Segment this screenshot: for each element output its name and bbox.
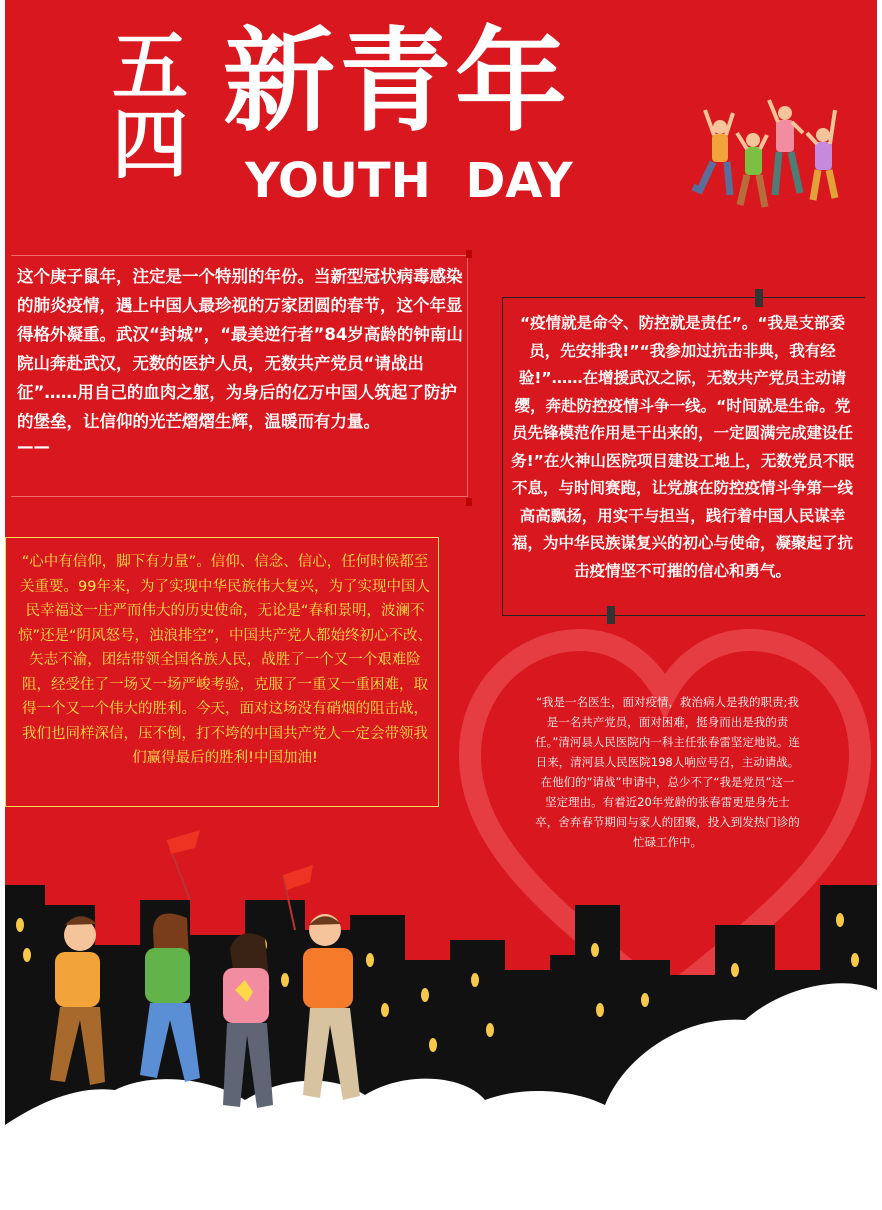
intro-paragraph-dash: —— [17, 437, 50, 456]
flag-icon [167, 830, 200, 900]
english-subtitle: YOUTH DAY [245, 153, 573, 209]
frame-corner-mark [466, 498, 472, 506]
intro-paragraph [17, 262, 467, 458]
title-char-wu: 五 [112, 22, 188, 111]
frame-tick-top [755, 289, 763, 307]
title-wusi [105, 22, 195, 189]
frame-corner-mark [466, 250, 472, 258]
dancing-youth-illustration [25, 820, 395, 1140]
page-title: 新青年 [223, 17, 571, 147]
party-members-paragraph: “疫情就是命令、防控就是责任”。“我是支部委员，先安排我!”“我参加过抗击非典，我有经验!”……在增援武汉之际，无数共产党员主动请缨，奔赴防控疫情斗争一线。“时间就是生命。党员先锋模范作用是干出来的，一定圆满完成建设任务!”在火神山医院项目建设工地上，无数党员不眠不息，与时间赛跑，让党旗在防控疫情斗争第一线高高飘扬，用实干与担当，践行着中国人民谋幸福，为中华民族谋复兴的初心与使命，凝聚起了抗击疫情坚不可摧的信心和勇气。 [511, 314, 854, 580]
frame-tick-bottom [607, 606, 615, 624]
flag-icon [283, 865, 313, 930]
intro-paragraph-text: 这个庚子鼠年，注定是一个特别的年份。当新型冠状病毒感染的肺炎疫情，遇上中国人最珍视的万家团圆的春节，这个年显得格外凝重。武汉“封城”，“最美逆行者”84岁高龄的钟南山院山奔赴武汉，无数的医护人员，无数共产党员“请战出征”……用自己的血肉之躯，为身后的亿万中国人筑起了防护的堡垒，让信仰的光芒熠熠生辉，温暖而有力量。 [17, 267, 463, 431]
faith-paragraph: “心中有信仰，脚下有力量”。信仰、信念、信心，任何时候都至关重要。99年来，为了实现中华民族伟大复兴，为了实现中国人民幸福这一庄严而伟大的历史使命，无论是“春和景明，波澜不惊”还是“阴风怒号，浊浪排空”，中国共产党人都始终初心不改、矢志不渝，团结带领全国各族人民，战胜了一个又一个艰难险阻，经受住了一场又一场严峻考验，克服了一重又一重困难，取得一个又一个伟大的胜利。今天，面对这场没有硝烟的阻击战，我们也同样深信，压不倒，打不垮的中国共产党人一定会带领我们赢得最后的胜利!中国加油! [17, 554, 433, 766]
title-char-si: 四 [112, 100, 188, 189]
doctor-paragraph: “我是一名医生，面对疫情，救治病人是我的职责;我是一名共产党员，面对困难，挺身而出是我的责任。”清河县人民医院内一科主任张春雷坚定地说。连日来，清河县人民医院198人响应号召，主动请战。在他们的“请战”申请中，总少不了“我是党员”这一坚定理由。有着近20年党龄的张春雷更是身先士卒，舍弃春节期间与家人的团聚，投入到发热门诊的忙碌工作中。 [535, 695, 800, 849]
poster [5, 0, 877, 1195]
jumping-youth-illustration [685, 95, 855, 220]
